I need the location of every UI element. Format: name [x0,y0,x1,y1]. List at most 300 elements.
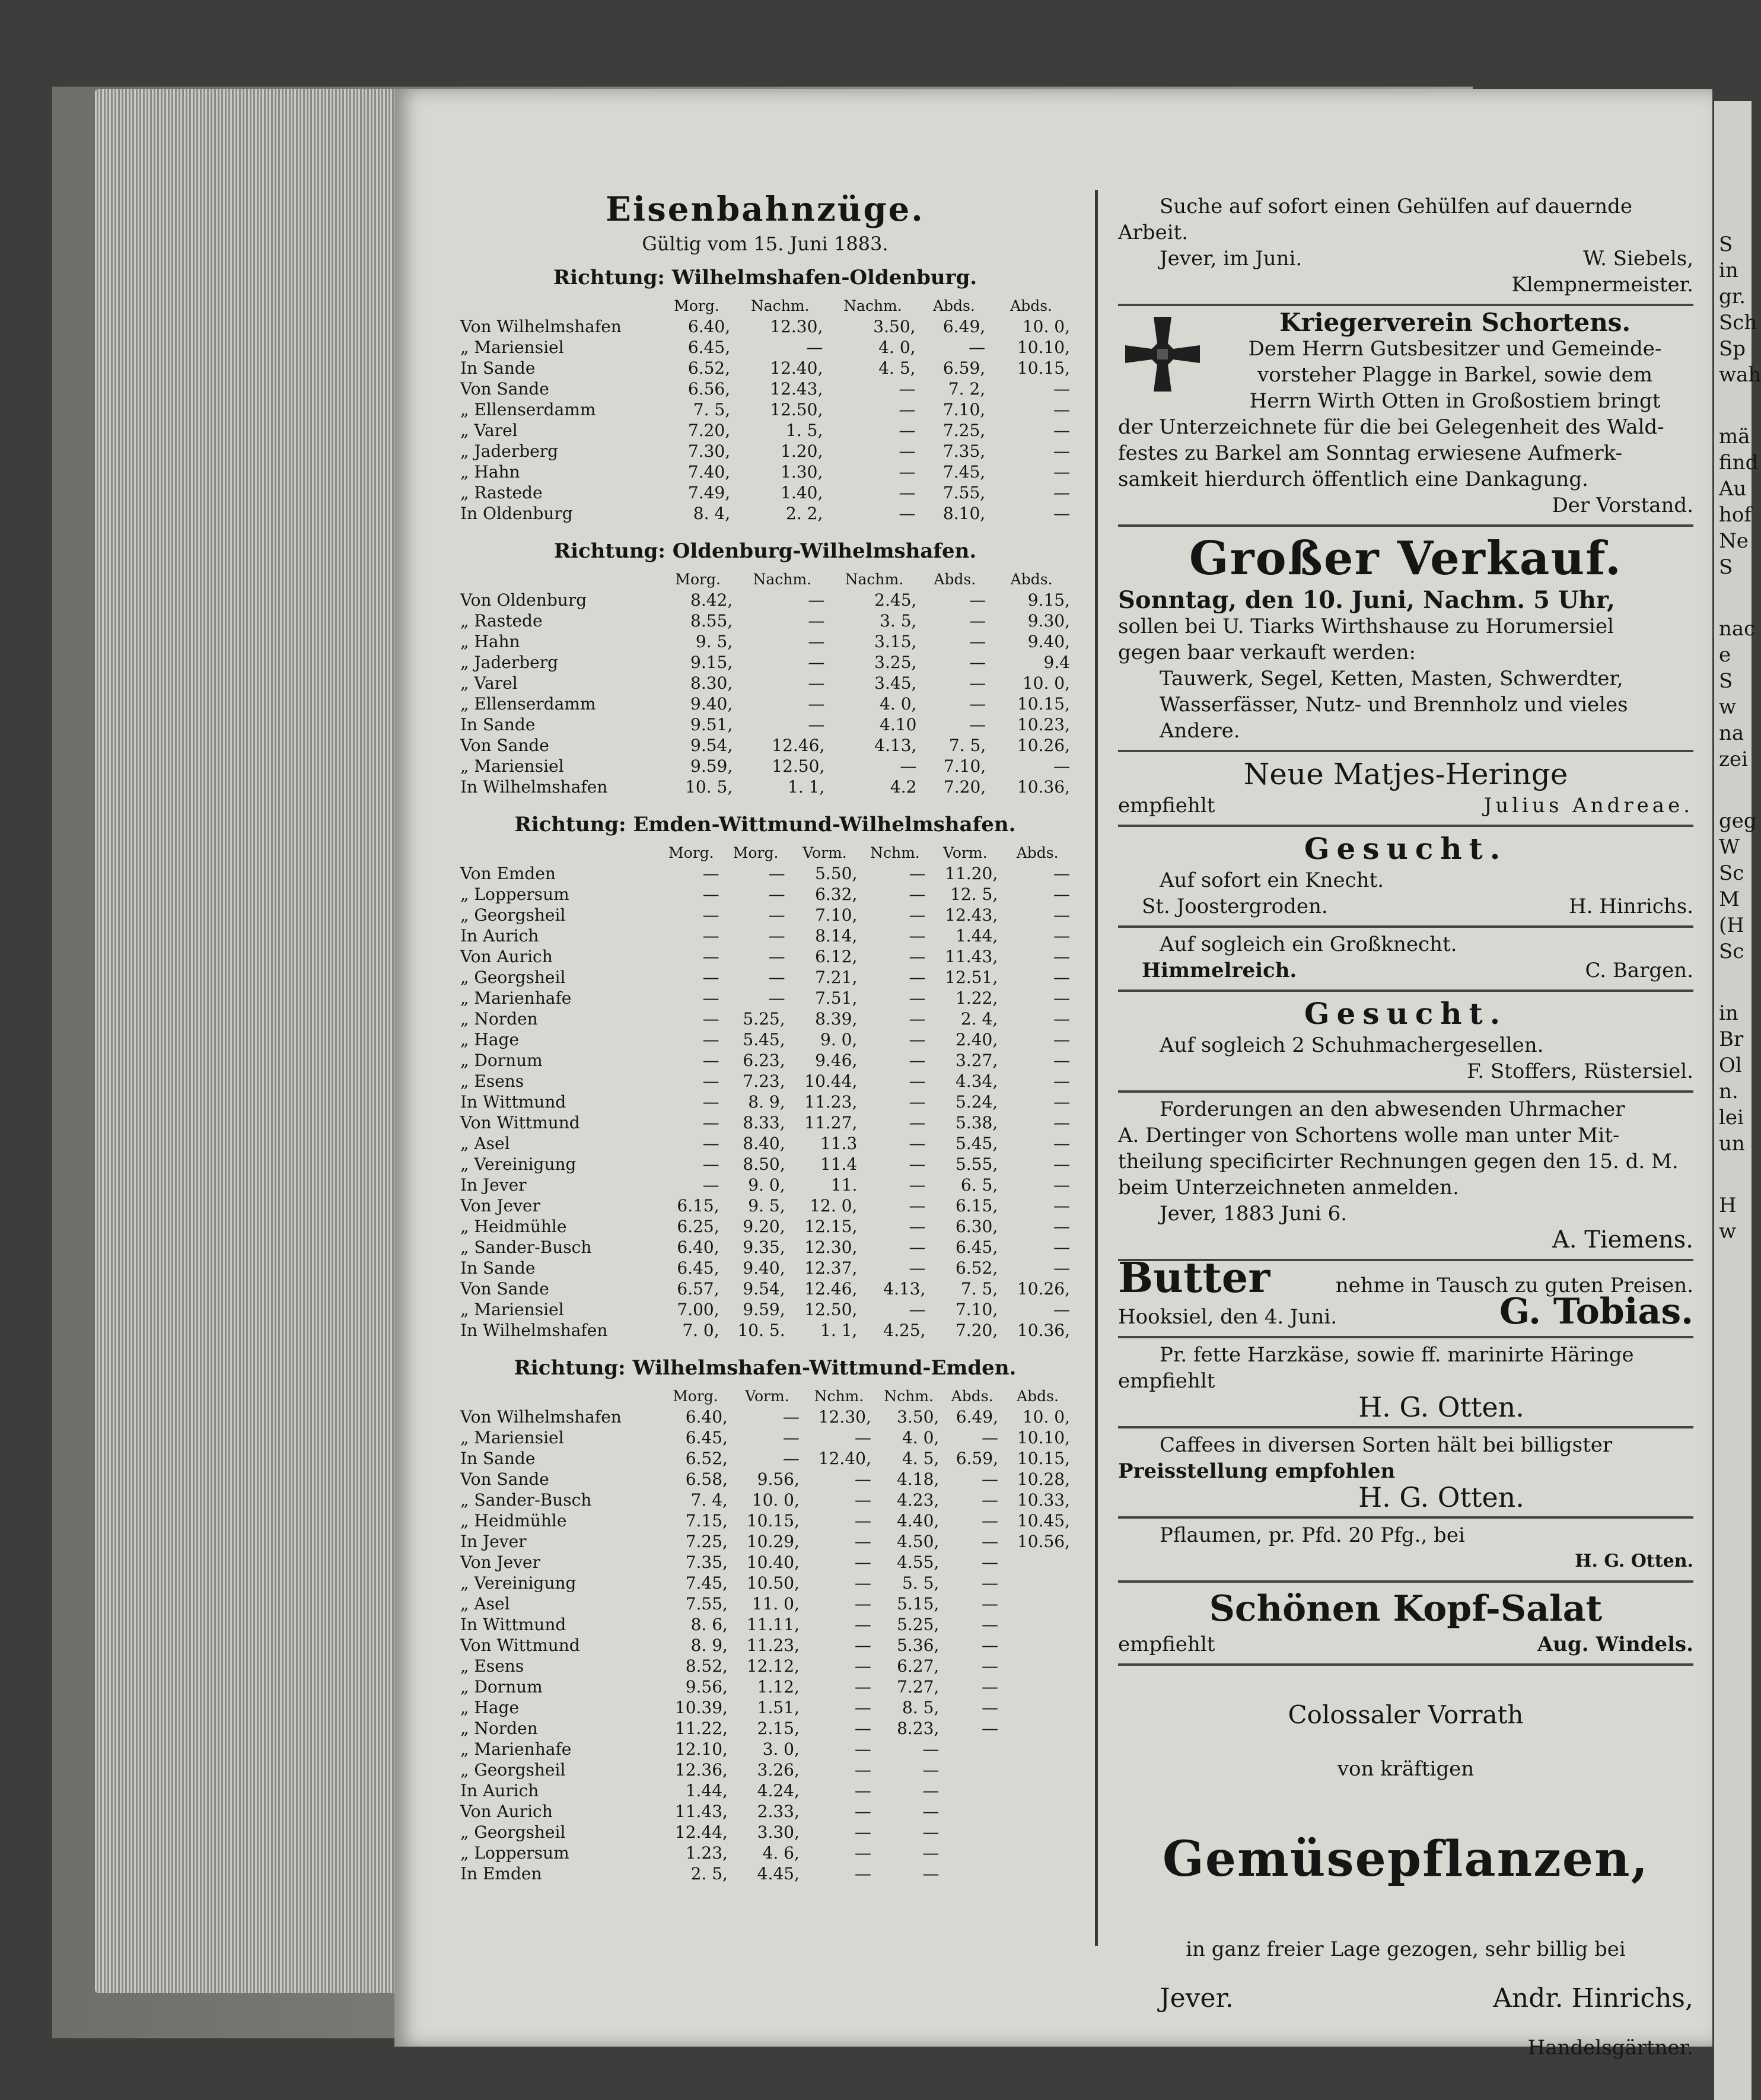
next-page-fragment: geg [1719,809,1757,833]
next-page-fragment: lei [1719,1106,1744,1129]
ad-place: Jever. [1160,1983,1234,2013]
departure-time: 12.10, [674,1739,728,1759]
ad-heading: Großer Verkauf. [1189,532,1623,586]
departure-time: — [854,1802,871,1821]
timetable-table [457,295,1074,524]
departure-time: 8.33, [743,1113,785,1132]
station-name: „ Georgsheil [460,1822,566,1842]
departure-time: 10. 5, [685,777,733,797]
next-page-fragment: zei [1719,747,1748,771]
departure-time: 11.43, [674,1802,728,1821]
departure-time: 12.50, [772,756,825,776]
departure-time: 6.56, [687,379,731,399]
column-header: Nachm. [845,571,904,588]
table-row [457,777,1074,797]
departure-time: 7. 2, [948,379,986,399]
ad-text: Arbeit. [1118,221,1189,244]
departure-time: 6.59, [956,1449,998,1468]
departure-time: — [922,1822,940,1842]
departure-time: 8.10, [942,504,986,523]
advertisements-column [1118,190,1693,2081]
departure-time: 11.27, [804,1113,858,1132]
column-header: Morg. [668,844,714,861]
departure-time: 7.27, [897,1677,940,1697]
departure-time: — [981,1656,998,1676]
table-row [457,1407,1074,1427]
ad-verkauf [1118,527,1693,752]
ad-kopfsalat [1118,1583,1693,1666]
departure-time: — [909,1217,926,1236]
ad-signature: Julius Andreae. [1483,794,1693,817]
ad-heading: Neue Matjes-Heringe [1243,757,1568,791]
ad-text: samkeit hierdurch öffentlich eine Dankagung. [1118,467,1588,491]
table-row [457,1843,1074,1863]
departure-time: — [768,926,785,946]
departure-time: 6.12, [815,947,858,966]
departure-time: 11.23, [804,1092,858,1112]
departure-time: — [909,926,926,946]
departure-time: — [981,1490,998,1510]
table-row [457,1635,1074,1656]
departure-time: 12.44, [674,1822,728,1842]
departure-time: 12.43, [945,905,998,925]
departure-time: 12.30, [818,1407,871,1427]
departure-time [1002,1676,1074,1697]
column-header: Abds. [1010,297,1052,314]
departure-time: 1.12, [757,1677,800,1697]
departure-time: 2.33, [757,1802,800,1821]
departure-time: — [854,1760,871,1780]
departure-time: — [702,1009,719,1029]
departure-time: 10.28, [1017,1469,1070,1489]
ad-gesucht-knecht [1118,827,1693,928]
ad-signature: C. Bargen. [1585,959,1693,982]
departure-time: 8. 5, [902,1698,940,1717]
station-name: Von Sande [460,1469,549,1489]
departure-time: 7.51, [815,988,858,1008]
next-page-fragment: w [1719,695,1737,719]
departure-time: — [899,441,916,461]
departure-time: 7.30, [687,441,731,461]
ad-place: Jever, im Juni. [1160,247,1303,271]
station-name: Von Wittmund [460,1113,580,1132]
departure-time: 3.30, [757,1822,800,1842]
table-row [457,1320,1074,1341]
ad-text: Auf sogleich ein Großknecht. [1160,933,1457,956]
departure-time: 11. [830,1175,858,1195]
ad-pflaumen [1118,1519,1693,1583]
station-name: „ Esens [460,1656,524,1676]
station-name: „ Hage [460,1698,520,1717]
departure-time: — [1053,1009,1070,1029]
departure-time: 8. 9, [690,1636,728,1655]
departure-time: 12.46, [772,736,825,755]
departure-time: — [768,905,785,925]
table-row [457,863,1074,884]
station-name: „ Mariensiel [460,756,564,776]
departure-time: 9. 5, [695,632,733,651]
ad-grossknecht [1118,928,1693,992]
departure-time: — [702,968,719,987]
station-name: In Sande [460,1258,536,1278]
table-row [457,946,1074,967]
table-row [457,462,1074,482]
departure-time [1002,1822,1074,1843]
departure-time: 9.15, [1027,590,1070,610]
column-divider [1095,190,1098,1946]
departure-time: — [969,632,986,651]
departure-time: 10. 0, [1022,673,1070,693]
ad-trade: Klempnermeister. [1511,273,1693,297]
next-page-fragment: (H [1719,914,1744,937]
departure-time: 8.50, [743,1154,785,1174]
departure-time: 9.56, [685,1677,728,1697]
departure-time: 6.15, [955,1196,998,1216]
station-name: „ Ellenserdamm [460,400,596,419]
table-row [457,925,1074,946]
ad-text: in ganz freier Lage gezogen, sehr billig bei [1186,1937,1626,1961]
departure-time: — [969,338,986,357]
departure-time: 7.10, [955,1300,998,1319]
departure-time: 4.40, [897,1511,940,1531]
table-row [457,358,1074,378]
table-row [457,756,1074,777]
departure-time: 4.18, [897,1469,940,1489]
departure-time: 4. 0, [878,338,916,357]
departure-time: 8.40, [743,1134,785,1153]
ad-signature: H. G. Otten. [1358,1481,1524,1513]
table-row [457,1593,1074,1614]
next-page-fragment: in [1719,1001,1738,1025]
station-name: „ Mariensiel [460,1300,564,1319]
departure-time: 10.29, [746,1532,800,1551]
departure-time: — [702,1030,719,1049]
station-name: Von Wilhelmshafen [460,1407,622,1427]
table-row [457,1448,1074,1469]
departure-time: 6.45, [687,338,731,357]
column-header: Nchm. [884,1388,934,1405]
departure-time: 6.59, [942,358,986,378]
departure-time: 5.15, [897,1594,940,1614]
ad-kriegerverein [1118,306,1693,527]
next-page-fragment: e [1719,643,1731,667]
departure-time: 10.15, [746,1511,800,1531]
departure-time: 6.27, [897,1656,940,1676]
departure-time: — [981,1469,998,1489]
ad-heading: Schönen Kopf-Salat [1209,1588,1603,1630]
departure-time: — [1053,1217,1070,1236]
ad-text: Auf sofort ein Knecht. [1160,868,1384,892]
next-page-fragment: Ne [1719,529,1749,553]
departure-time: 9.46, [815,1051,858,1070]
departure-time: 5.25, [743,1009,785,1029]
table-row [457,988,1074,1008]
departure-time: 6.45, [685,1428,728,1447]
departure-time [1002,1843,1074,1863]
departure-time: — [922,1781,940,1800]
table-row [457,1427,1074,1448]
departure-time: — [981,1532,998,1551]
departure-time: — [702,1092,719,1112]
departure-time: — [1053,884,1070,904]
departure-time: — [909,1175,926,1195]
table-row [457,1029,1074,1050]
departure-time: — [922,1760,940,1780]
ad-place: Jever, 1883 Juni 6. [1160,1202,1348,1226]
departure-time: 7.10, [942,400,986,419]
column-header: Vorm. [943,844,988,861]
table-row [457,1801,1074,1822]
departure-time: — [909,1051,926,1070]
next-page-margin [1714,101,1761,2100]
column-header: Abds. [951,1388,993,1405]
ad-place: Hooksiel, den 4. Juni. [1118,1305,1338,1329]
departure-time: — [1053,400,1070,419]
departure-time: 10.36, [1017,1321,1070,1340]
ad-signature: A. Tiemens. [1552,1226,1693,1253]
departure-time: 2.40, [955,1030,998,1049]
table-row [457,631,1074,652]
ad-text: theilung specificirter Rechnungen gegen den 15. d. M. [1118,1150,1679,1173]
table-row [457,1510,1074,1531]
station-name: Von Wilhelmshafen [460,317,622,336]
departure-time: 7.15, [685,1511,728,1531]
table-row [457,1573,1074,1593]
departure-time: — [854,1594,871,1614]
ad-text: nehme in Tausch zu guten Preisen. [1335,1274,1693,1297]
ad-text: der Unterzeichnete für die bei Gelegenheit des Wald- [1118,415,1664,439]
ad-heading: Kriegerverein Schortens. [1279,308,1631,337]
departure-time [1002,1801,1074,1822]
departure-time: — [854,1698,871,1717]
departure-time: — [969,715,986,734]
ad-text: Pflaumen, pr. Pfd. 20 Pfg., bei [1160,1523,1465,1547]
departure-time: — [768,968,785,987]
departure-time: — [1053,864,1070,883]
column-header: Nachm. [753,571,812,588]
departure-time: 4.25, [883,1321,926,1340]
departure-time [1002,1635,1074,1656]
station-name: In Emden [460,1864,542,1883]
station-name: „ Norden [460,1009,538,1029]
departure-time: — [854,1532,871,1551]
departure-time: 1.22, [955,988,998,1008]
departure-time: 8.30, [690,673,733,693]
station-name: Von Jever [460,1552,541,1572]
departure-time: 11.20, [945,864,998,883]
station-name: Von Aurich [460,1802,553,1821]
departure-time: 6.15, [677,1196,719,1216]
departure-time: — [981,1428,998,1447]
departure-time: — [922,1843,940,1863]
departure-time: 7. 4, [690,1490,728,1510]
departure-time: 3.50, [873,317,916,336]
ad-text: Herrn Wirth Otten in Großostiem bringt [1249,389,1661,413]
departure-time: — [981,1677,998,1697]
departure-time: 4.13, [874,736,917,755]
station-name: Von Sande [460,379,549,399]
departure-time: 8. 4, [693,504,731,523]
station-name: „ Norden [460,1719,538,1738]
departure-time: 7. 0, [682,1321,719,1340]
departure-time: — [1053,441,1070,461]
departure-time: 11.11, [746,1615,800,1634]
departure-time: — [909,1300,926,1319]
departure-time: — [969,653,986,672]
departure-time: 7.10, [815,905,858,925]
departure-time: — [909,947,926,966]
departure-time: — [969,611,986,631]
departure-time: — [981,1552,998,1572]
ad-signature: G. Tobias. [1499,1291,1693,1332]
table-row [457,1656,1074,1676]
ad-signature: Andr. Hinrichs, [1493,1983,1693,2013]
departure-time: 8.52, [685,1656,728,1676]
departure-time: 6.52, [955,1258,998,1278]
departure-time: — [909,1258,926,1278]
departure-time: 6.52, [687,358,731,378]
departure-time: — [909,1030,926,1049]
departure-time: — [702,864,719,883]
departure-time: — [768,864,785,883]
departure-time: 10. 5. [737,1321,785,1340]
ad-heading: Gemüsepflanzen, [1162,1831,1649,1888]
departure-time: 1. 5, [786,421,823,440]
departure-time: 9.54, [743,1279,785,1299]
table-row [457,673,1074,693]
departure-time: — [702,926,719,946]
departure-time: 12.30, [804,1237,858,1257]
station-name: Von Wittmund [460,1636,580,1655]
departure-time: 8. 9, [748,1092,785,1112]
departure-time: 5.45, [955,1134,998,1153]
departure-time: — [909,1092,926,1112]
station-name: In Wittmund [460,1615,566,1634]
table-row [457,590,1074,610]
ad-text: Tauwerk, Segel, Ketten, Masten, Schwerdter, [1160,667,1623,691]
departure-time: — [909,1113,926,1132]
departure-time: 10.15, [1017,358,1070,378]
station-name: Von Oldenburg [460,590,587,610]
table-row [457,610,1074,631]
timetable-table [457,842,1074,1341]
table-row [457,1071,1074,1092]
ad-signature: Aug. Windels. [1537,1633,1693,1656]
departure-time: — [1053,421,1070,440]
ad-text: Caffees in diversen Sorten hält bei billigster [1160,1433,1613,1457]
table-row [457,1718,1074,1739]
departure-time: 6.40, [677,1237,719,1257]
station-name: In Jever [460,1532,527,1551]
departure-time: — [899,483,916,502]
next-page-fragment: Sp [1719,337,1746,361]
station-name: „ Asel [460,1594,510,1614]
departure-time [1002,1614,1074,1635]
departure-time: — [768,884,785,904]
station-name: „ Hahn [460,632,520,651]
ad-text: Pr. fette Harzkäse, sowie ff. marinirte Häringe [1160,1343,1634,1367]
departure-time: — [909,1154,926,1174]
departure-time: 1.51, [757,1698,800,1717]
station-name: „ Marienhafe [460,988,572,1008]
departure-time: — [1053,1258,1070,1278]
departure-time: 5.24, [955,1092,998,1112]
departure-time: 7. 5, [948,736,986,755]
departure-time: 4.23, [897,1490,940,1510]
next-page-fragment: S [1719,555,1733,579]
departure-time: — [981,1511,998,1531]
departure-time: 12.51, [945,968,998,987]
departure-time: — [969,673,986,693]
departure-time: 12.15, [804,1217,858,1236]
departure-time: — [1053,504,1070,523]
departure-time [942,1739,1002,1759]
departure-time: 11. 0, [751,1594,800,1614]
ad-text: sollen bei U. Tiarks Wirthshause zu Horumersiel [1118,615,1614,638]
departure-time: 10.36, [1017,777,1070,797]
departure-time: 12.37, [804,1258,858,1278]
departure-time: 2. 4, [960,1009,998,1029]
departure-time: — [1053,926,1070,946]
departure-time: 3.50, [897,1407,940,1427]
station-name: In Wilhelmshafen [460,1321,608,1340]
column-header: Morg. [673,1388,718,1405]
departure-time: — [808,611,825,631]
departure-time: 7.45, [942,462,986,482]
timetable-validity: Gültig vom 15. Juni 1883. [642,233,889,255]
departure-time: — [854,1864,871,1883]
ad-gesucht-schuhmacher [1118,992,1693,1093]
departure-time: — [854,1719,871,1738]
table-row [457,1175,1074,1195]
table-row [457,714,1074,735]
departure-time: — [899,462,916,482]
departure-time: 1.40, [781,483,823,502]
station-name: „ Rastede [460,483,543,502]
departure-time: 6.40, [687,317,731,336]
departure-time: 9.59, [690,756,733,776]
column-header: Abds. [1010,571,1053,588]
departure-time: — [854,1469,871,1489]
departure-time: 2.45, [874,590,917,610]
departure-time: 6.25, [677,1217,719,1236]
departure-time: 7.20, [943,777,986,797]
iron-cross-icon [1118,310,1207,399]
departure-time: 7.10, [943,756,986,776]
departure-time: — [899,504,916,523]
departure-time: 10.44, [804,1071,858,1091]
departure-time: — [922,1802,940,1821]
departure-time: — [808,715,825,734]
departure-time: 2. 2, [786,504,823,523]
departure-time: 9.51, [690,715,733,734]
table-row [457,1216,1074,1237]
table-row [457,1469,1074,1490]
station-name: Von Aurich [460,947,553,966]
ad-text: festes zu Barkel am Sonntag erwiesene Aufmerk- [1118,441,1623,465]
direction-heading: Richtung: Oldenburg-Wilhelmshafen. [553,539,977,563]
table-row [457,1552,1074,1573]
departure-time: — [969,590,986,610]
departure-time: 8.23, [897,1719,940,1738]
ad-heading: Butter [1118,1253,1270,1302]
station-name: „ Heidmühle [460,1217,567,1236]
timetable-header-row [457,569,1074,590]
ad-text: beim Unterzeichneten anmelden. [1118,1176,1459,1199]
ad-heading: Gesucht. [1304,996,1508,1031]
departure-time: 4.10 [880,715,917,734]
next-page-fragment: Sch [1719,311,1757,335]
